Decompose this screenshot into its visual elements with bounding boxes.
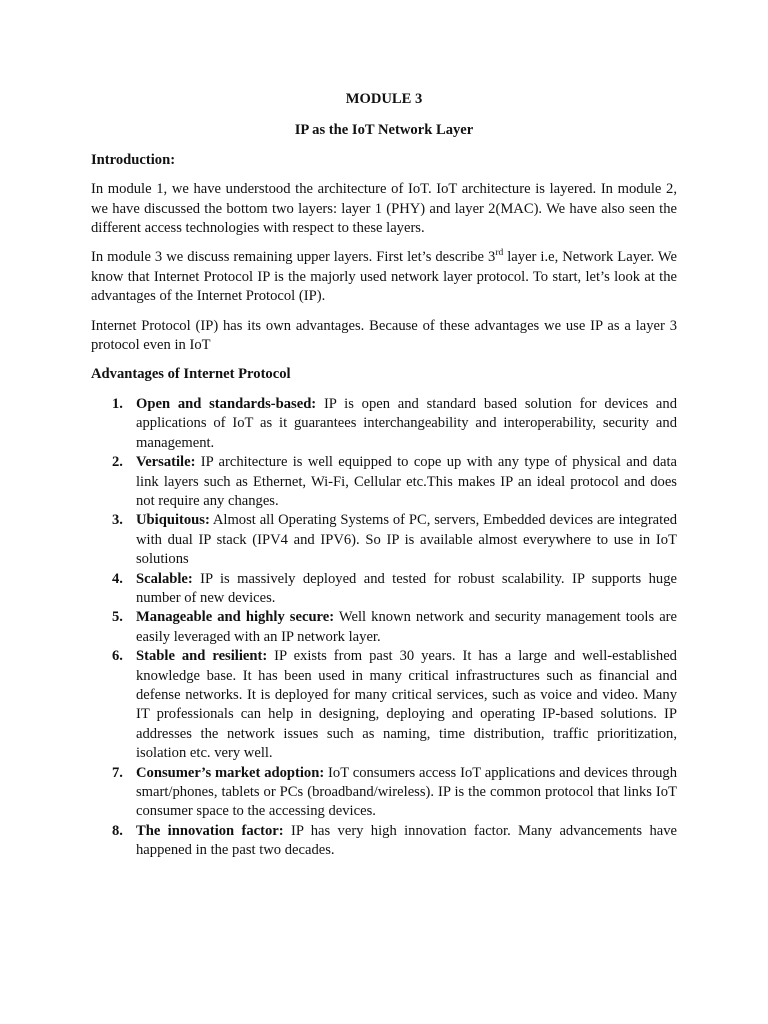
advantages-list: [91, 395, 677, 861]
list-item: [112, 511, 677, 569]
list-item-number: 5.: [112, 609, 123, 626]
list-item-text: Almost all Operating Systems of PC, servers, Embedded devices are integrated with dual IP stack (IPV4 and IPV6). So IP is available almost everywhere to use in IoT solutions: [136, 512, 677, 568]
intro-paragraph-3: Internet Protocol (IP) has its own advantages. Because of these advantages we use IP as a layer 3 protocol even in IoT: [91, 317, 677, 354]
list-item-text: IP is massively deployed and tested for robust scalability. IP supports huge number of new devices.: [136, 570, 677, 606]
list-item-term: Ubiquitous:: [136, 512, 210, 529]
list-item-term: Consumer’s market adoption:: [136, 764, 325, 781]
document-page: [91, 90, 677, 861]
list-item-number: 4.: [112, 570, 123, 587]
list-item-term: Open and standards-based:: [136, 395, 317, 412]
list-item-number: 6.: [112, 648, 123, 665]
module-title: MODULE 3: [345, 91, 423, 107]
list-item-text: IoT consumers access IoT applications and devices through smart/phones, tablets or PCs (broadband/wireless). IP is the common protocol that links IoT consumer space to the accessing devices.: [136, 764, 678, 820]
list-item: [112, 608, 678, 647]
list-item: [112, 453, 677, 511]
list-item-number: 7.: [112, 764, 123, 781]
list-item: [112, 764, 678, 822]
list-item: [112, 570, 677, 609]
list-item-term: Manageable and highly secure:: [136, 609, 335, 626]
intro-paragraph-2: [91, 248, 677, 306]
intro-paragraph-1: In module 1, we have understood the architecture of IoT. IoT architecture is layered. In module 2, we have discussed the bottom two layers: layer 1 (PHY) and layer 2(MAC). We have also seen the different access technologies with respect to these layers.: [91, 181, 677, 237]
list-item: [112, 647, 677, 763]
list-item-term: The innovation factor:: [136, 822, 284, 839]
list-item-term: Versatile:: [136, 454, 196, 471]
introduction-heading: Introduction:: [91, 151, 176, 168]
paragraph-2-end: layer i.e, Network Layer. We know that Internet Protocol IP is the majorly used network layer protocol. To start, let’s look at the advantages of the Internet Protocol (IP).: [91, 249, 677, 305]
paragraph-2-start: In module 3 we discuss remaining upper layers. First let’s describe 3: [91, 249, 496, 266]
list-item-text: IP exists from past 30 years. It has a large and well-established knowledge base. It has been used in many critical infrastructures such as financial and defense networks. It is deployed for many critical services, such as voice and video. Many IT professionals can help in designing, deploying and operating IP-based solutions. IP addresses the network issues such as naming, time distribution, traffic prioritization, isolation etc. very well.: [136, 648, 677, 762]
list-item-text: IP is open and standard based solution for devices and applications of IoT as it guarantees interchangeability and interoperability, security and management.: [136, 395, 677, 451]
list-item-term: Scalable:: [136, 570, 193, 587]
list-item-number: 3.: [112, 512, 123, 529]
list-item: [112, 395, 677, 453]
document-title: IP as the IoT Network Layer: [294, 122, 474, 139]
list-item-number: 8.: [112, 822, 123, 839]
ordinal-superscript: rd: [495, 248, 504, 259]
list-item-number: 2.: [112, 454, 123, 471]
list-item-number: 1.: [112, 395, 123, 412]
advantages-heading: Advantages of Internet Protocol: [91, 366, 291, 383]
list-item-term: Stable and resilient:: [136, 648, 268, 665]
list-item-text: Well known network and security management tools are easily leveraged with an IP network layer.: [136, 609, 678, 645]
list-item-text: IP has very high innovation factor. Many advancements have happened in the past two decades.: [136, 822, 677, 859]
list-item: [112, 822, 677, 861]
list-item-text: IP architecture is well equipped to cope up with any type of physical and data link layers such as Ethernet, Wi-Fi, Cellular etc.This makes IP an ideal protocol and does not require any changes.: [136, 454, 677, 509]
